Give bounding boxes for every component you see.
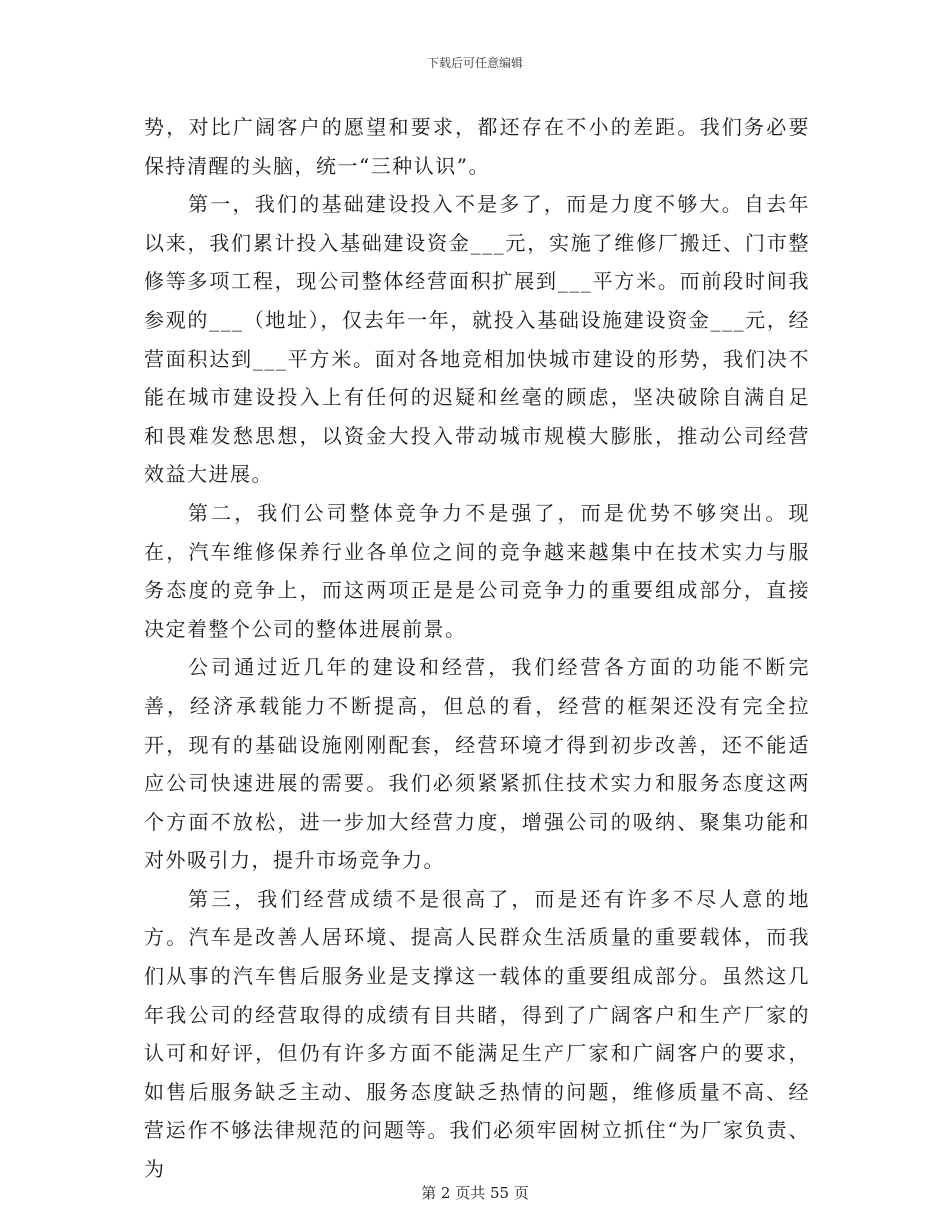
document-body [144, 108, 810, 1189]
paragraph: 第三，我们经营成绩不是很高了，而是还有许多不尽人意的地方。汽车是改善人居环境、提高人民群众生活质量的重要载体，而我们从事的汽车售后服务业是支撑这一载体的重要组成部分。虽然这几年我公司的经营取得的成绩有目共睹，得到了广阔客户和生产厂家的认可和好评，但仍有许多方面不能满足生产厂家和广阔客户的要求，如售后服务缺乏主动、服务态度缺乏热情的问题，维修质量不高、经营运作不够法律规范的问题等。我们必须牢固树立抓住“为厂家负责、为 [144, 886, 810, 1182]
page-header: 下载后可任意编辑 [426, 56, 523, 70]
paragraph: 势，对比广阔客户的愿望和要求，都还存在不小的差距。我们务必要保持清醒的头脑，统一“三种认识”。 [144, 115, 810, 178]
paragraph: 公司通过近几年的建设和经营，我们经营各方面的功能不断完善，经济承载能力不断提高，但总的看，经营的框架还没有完全拉开，现有的基础设施刚刚配套，经营环境才得到初步改善，还不能适应公司快速进展的需要。我们必须紧紧抓住技术实力和服务态度这两个方面不放松，进一步加大经营力度，增强公司的吸纳、聚集功能和对外吸引力，提升市场竞争力。 [144, 655, 810, 873]
paragraph: 第二，我们公司整体竞争力不是强了，而是优势不够突出。现在，汽车维修保养行业各单位之间的竞争越来越集中在技术实力与服务态度的竞争上，而这两项正是是公司竞争力的重要组成部分，直接决定着整个公司的整体进展前景。 [144, 500, 810, 641]
page-footer: 第 2 页共 55 页 [421, 1184, 529, 1202]
paragraph: 第一，我们的基础建设投入不是多了，而是力度不够大。自去年以来，我们累计投入基础建设资金___元，实施了维修厂搬迁、门市整修等多项工程，现公司整体经营面积扩展到___平方米。而前段时间我参观的___（地址），仅去年一年，就投入基础设施建设资金___元，经营面积达到___平方米。面对各地竞相加快城市建设的形势，我们决不能在城市建设投入上有任何的迟疑和丝毫的顾虑，坚决破除自满自足和畏难发愁思想，以资金大投入带动城市规模大膨胀，推动公司经营效益大进展。 [144, 192, 810, 487]
